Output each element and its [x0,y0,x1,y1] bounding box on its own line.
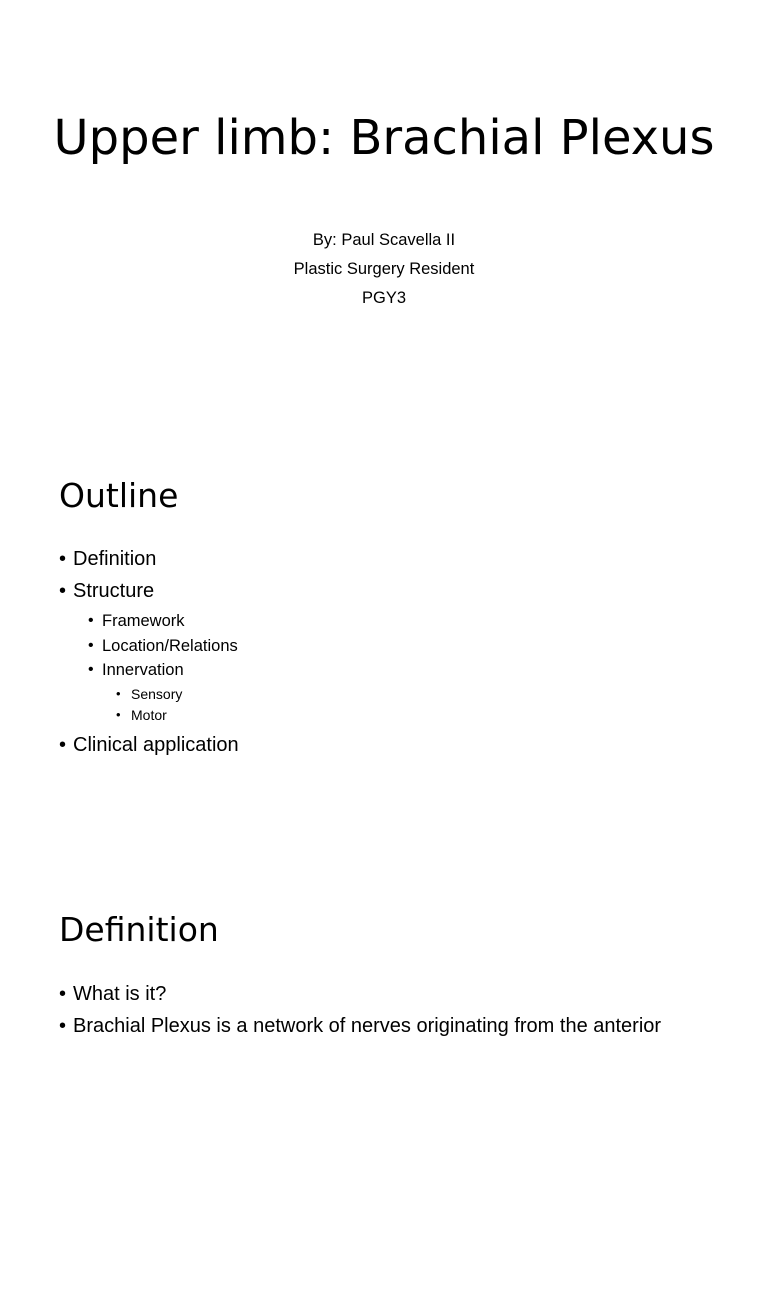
bullet-dot-icon: • [59,733,67,756]
outline-item-label: Location/Relations [102,636,238,655]
title-slide [0,0,768,432]
author-role-line: Plastic Surgery Resident [293,260,475,278]
title-subtitle [0,227,768,314]
bullet-dot-icon: • [116,685,121,701]
bullet-dot-icon: • [88,636,94,654]
outline-item-label: Definition [73,548,157,570]
outline-item-label: Innervation [102,661,184,679]
outline-item-definition [59,547,239,571]
outline-heading: Outline [59,476,179,515]
definition-bullet [59,1014,661,1038]
outline-item-structure [59,579,239,603]
outline-item-label: Structure [73,580,155,602]
definition-slide [0,864,768,1296]
outline-subitem-innervation [59,660,239,680]
bullet-dot-icon: • [59,548,67,570]
bullet-dot-icon: • [59,1015,67,1037]
bullet-dot-icon: • [59,983,67,1005]
outline-item-label: Framework [102,612,185,630]
outline-item-clinical-application [59,733,239,757]
outline-item-label: Motor [131,706,167,723]
definition-list [59,982,661,1046]
outline-subitem-motor [59,706,239,724]
outline-item-label: Sensory [131,685,183,702]
definition-bullet [59,982,661,1006]
outline-subitem-sensory [59,685,239,703]
definition-bullet-text: Brachial Plexus is a network of nerves originating from the anterior [73,1015,662,1037]
outline-subitem-location-relations [59,636,239,656]
outline-list [59,547,239,765]
author-line: By: Paul Scavella II [312,231,456,249]
outline-item-label: Clinical application [73,733,239,756]
bullet-dot-icon: • [116,706,121,722]
definition-heading: Definition [59,910,219,949]
bullet-dot-icon: • [88,661,94,678]
outline-subitem-framework [59,611,239,631]
presentation-title: Upper limb: Brachial Plexus [53,110,715,166]
outline-slide [0,432,768,864]
bullet-dot-icon: • [88,612,94,629]
definition-bullet-text: What is it? [73,983,167,1005]
bullet-dot-icon: • [59,580,67,602]
author-level-line: PGY3 [361,289,407,307]
